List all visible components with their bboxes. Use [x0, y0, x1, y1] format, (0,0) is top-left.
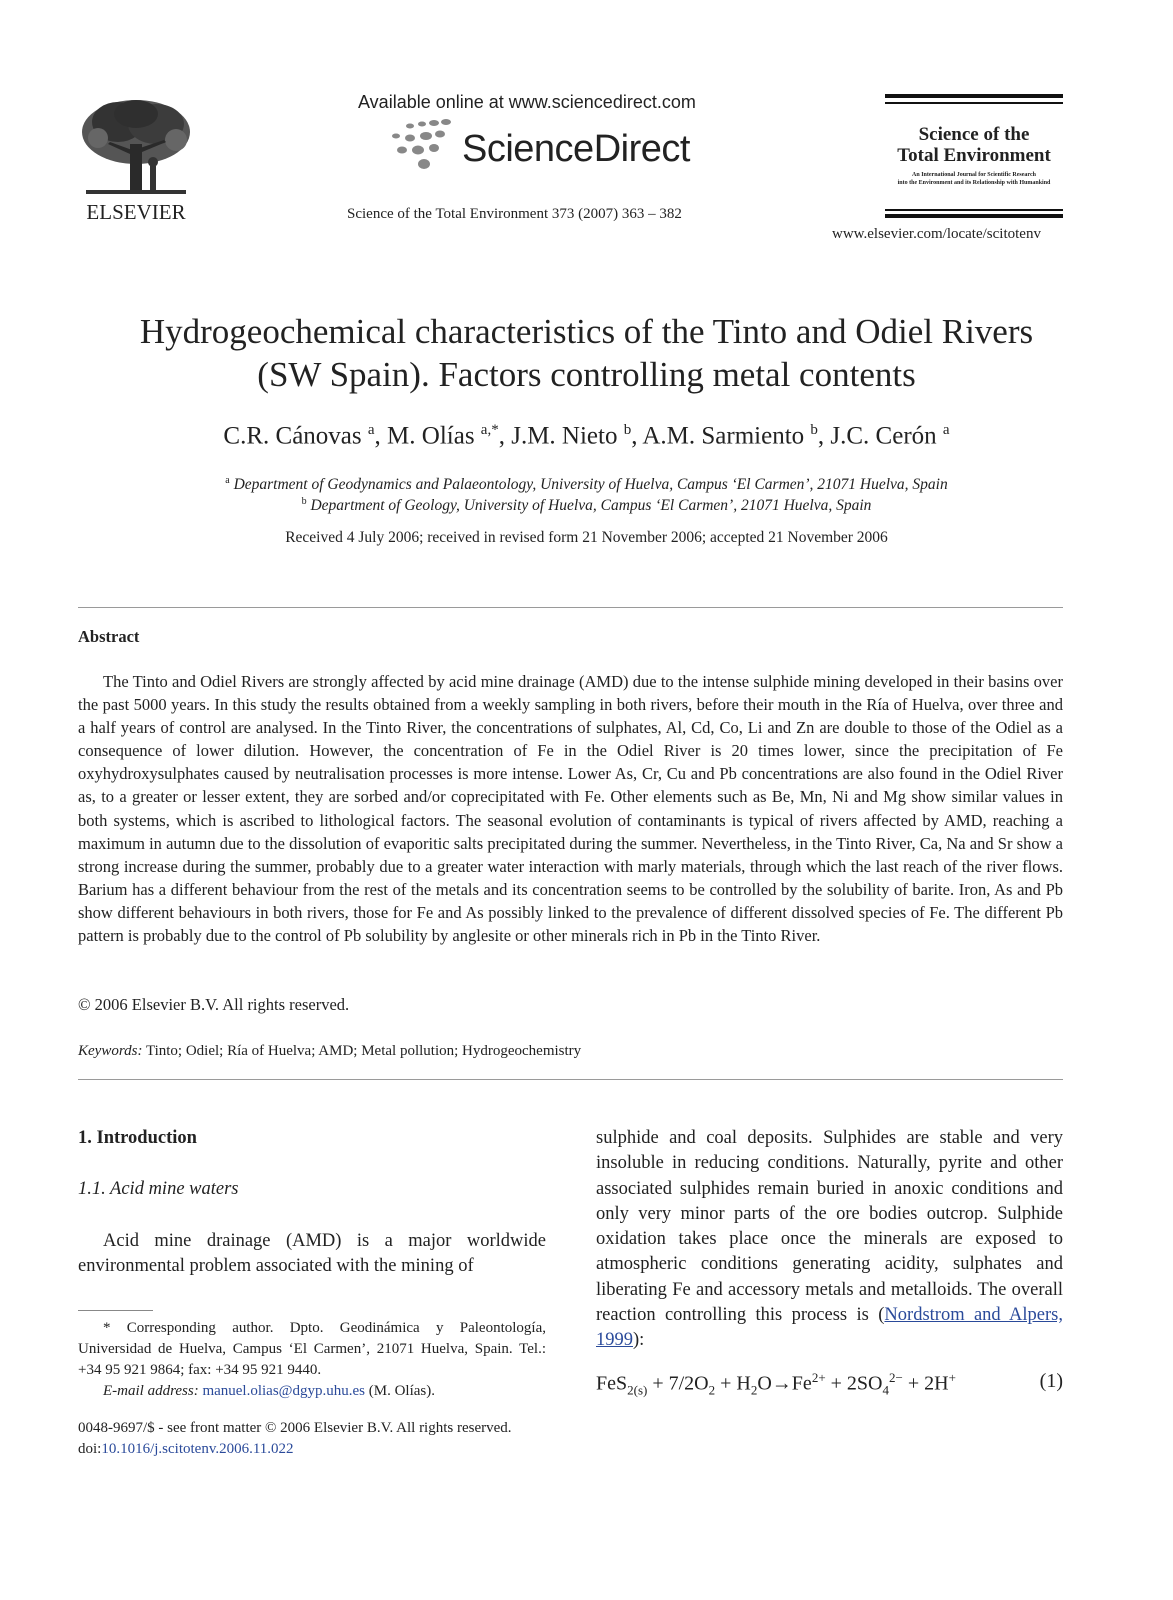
paper-title	[90, 310, 1083, 396]
elsevier-logo	[78, 94, 194, 226]
front-matter	[78, 1418, 512, 1460]
journal-url[interactable]: www.elsevier.com/locate/scitotenv	[832, 226, 1041, 242]
publisher-name: ELSEVIER	[86, 200, 186, 224]
author-separator: ,	[631, 422, 643, 450]
sciencedirect-logo	[388, 118, 688, 176]
doi-link[interactable]: 10.1016/j.scitotenv.2006.11.022	[101, 1441, 294, 1457]
equation-1: $FeS_{2(s)} + 7/2O_2 + H_2O\to Fe^{2+} + 2SO_4^{2-} + 2H^+$ (1)	[596, 1370, 1063, 1398]
subsection-heading: 1.1. Acid mine waters	[78, 1179, 239, 1199]
author-affil-mark: a	[942, 422, 950, 438]
section-heading: 1. Introduction	[78, 1128, 197, 1148]
divider	[78, 607, 1063, 608]
author-affil-mark: b	[810, 422, 818, 438]
affiliation-a	[90, 475, 1083, 494]
masthead-rule	[885, 102, 1063, 104]
affiliation-mark: a	[225, 475, 230, 486]
author-name: J.M. Nieto	[511, 422, 618, 450]
author-name: J.C. Cerón	[830, 422, 937, 450]
abstract-heading: Abstract	[78, 627, 140, 646]
title-line-1: Hydrogeochemical characteristics of the Tinto and Odiel Rivers	[139, 312, 1034, 351]
equation-number: (1)	[1039, 1370, 1063, 1392]
masthead-rule	[885, 209, 1063, 211]
intro-paragraph: Acid mine drainage (AMD) is a major worldwide environmental problem associated with the mining of	[78, 1231, 546, 1277]
author-name: C.R. Cánovas	[223, 422, 362, 450]
affiliation-b	[90, 496, 1083, 515]
keywords-list: Tinto; Odiel; Ría of Huelva; AMD; Metal pollution; Hydrogeochemistry	[145, 1043, 582, 1059]
divider	[78, 1079, 1063, 1080]
email-owner: (M. Olías).	[368, 1383, 435, 1399]
author-affil-mark: a,*	[480, 422, 499, 438]
author-list	[90, 422, 1083, 450]
journal-subtitle	[885, 171, 1063, 187]
masthead-rule	[885, 214, 1063, 218]
reference-link[interactable]: Nordstrom and Alpers, 1999	[596, 1305, 1063, 1351]
copyright-notice: © 2006 Elsevier B.V. All rights reserved.	[78, 995, 350, 1014]
title-line-2: (SW Spain). Factors controlling metal contents	[257, 355, 916, 394]
author-separator: ,	[374, 422, 388, 450]
corresponding-author-footnote	[78, 1318, 546, 1402]
author-affil-mark: b	[623, 422, 632, 438]
journal-name-line1: Science of the	[918, 124, 1030, 145]
author-affil-mark: a	[367, 422, 375, 438]
received-dates: Received 4 July 2006; received in revised form 21 November 2006; accepted 21 November 2006	[285, 529, 888, 546]
journal-name-line2: Total Environment	[897, 145, 1051, 166]
available-online-text: Available online at www.sciencedirect.com	[358, 92, 696, 112]
journal-citation: Science of the Total Environment 373 (2007) 363 – 382	[347, 206, 682, 222]
affiliation-text: Department of Geodynamics and Palaeontology, University of Huelva, Campus ‘El Carmen’, 21071 Huelva, Spain	[233, 476, 948, 494]
abstract-body: The Tinto and Odiel Rivers are strongly affected by acid mine drainage (AMD) due to the intense sulphide mining developed in their basins over the past 5000 years. In this study the results obtained from a weekly sampling in both rivers, before their mouth in the Ría of Huelva, over three and a half years of control are analysed. In the Tinto River, the concentrations of sulphates, Al, Cd, Co, Li and Zn are double to those of the Odiel as a consequence of lower dilution. However, the concentration of Fe in the Odiel River is 20 times lower, since the precipitation of Fe oxyhydroxysulphates caused by neutralisation processes is more intense. Lower As, Cr, Cu and Pb concentrations are also found in the Odiel River as, to a greater or lesser extent, they are sorbed and/or coprecipitated with Fe. Other elements such as Be, Mn, Ni and Mg show similar values in both systems, which is ascribed to lithological factors. The seasonal evolution of contaminants is typical of rivers affected by AMD, reaching a maximum in autumn due to the dissolution of evaporitic salts precipitated during the summer. Nevertheless, in the Tinto River, Ca, Na and Sr show a strong increase during the summer, probably due to a greater water interaction with marly materials, through which the last reach of the river flows. Barium has a different behaviour from the rest of the metals and its concentration seems to be controlled by the solubility of barite. Iron, As and Pb show different behaviours in both rivers, those for Fe and As possibly linked to the prevalence of different dissolved species of Fe. The different Pb pattern is probably due to the control of Pb solubility by anglesite or other minerals rich in Pb in the Tinto River.	[78, 672, 1063, 946]
doi-label: doi:	[78, 1441, 102, 1457]
corresponding-author-text: * Corresponding author. Dpto. Geodinámica y Paleontología, Universidad de Huelva, Campus ‘El Carmen’, 21071 Huelva, Spain. Tel.: +34 95 921 9864; fax: +34 95 921 9440.	[78, 1320, 546, 1378]
keywords-label: Keywords:	[78, 1043, 143, 1059]
author-separator: ,	[498, 422, 512, 450]
journal-subtitle-line2: into the Environment and its Relationship with Humankind	[897, 180, 1051, 186]
author-separator: ,	[817, 422, 831, 450]
email-link[interactable]: manuel.olias@dgyp.uhu.es	[202, 1383, 365, 1399]
author-name: M. Olías	[387, 422, 475, 450]
paragraph-text: sulphide and coal deposits. Sulphides are stable and very insoluble in reducing conditions. Naturally, pyrite and other associated sulphides remain buried in anoxic conditions and only very minor parts of the ore bodies outcrop. Sulphide oxidation takes place once the minerals are exposed to atmospheric conditions generating acidity, sulphates and liberating Fe and accessory metals and metalloids. The overall reaction controlling this process is (	[596, 1128, 1063, 1326]
email-label: E-mail address:	[103, 1383, 199, 1399]
footnote-rule	[78, 1310, 153, 1311]
tree-icon	[78, 94, 194, 200]
paragraph-text: ):	[633, 1330, 645, 1351]
affiliation-mark: b	[301, 496, 307, 507]
keywords	[78, 1043, 581, 1060]
email-line	[78, 1381, 546, 1402]
sciencedirect-wordmark: ScienceDirect	[462, 128, 690, 170]
intro-paragraph-continued	[596, 1126, 1063, 1354]
masthead-rule	[885, 94, 1063, 98]
doi-line	[78, 1439, 512, 1460]
issn-line: 0048-9697/$ - see front matter © 2006 Elsevier B.V. All rights reserved.	[78, 1420, 512, 1436]
author-name: A.M. Sarmiento	[642, 422, 805, 450]
affiliation-text: Department of Geology, University of Huelva, Campus ‘El Carmen’, 21071 Huelva, Spain	[310, 497, 872, 515]
sciencedirect-dots-icon	[388, 118, 458, 174]
journal-name	[885, 124, 1063, 166]
journal-subtitle-line1: An International Journal for Scientific Research	[912, 172, 1036, 178]
